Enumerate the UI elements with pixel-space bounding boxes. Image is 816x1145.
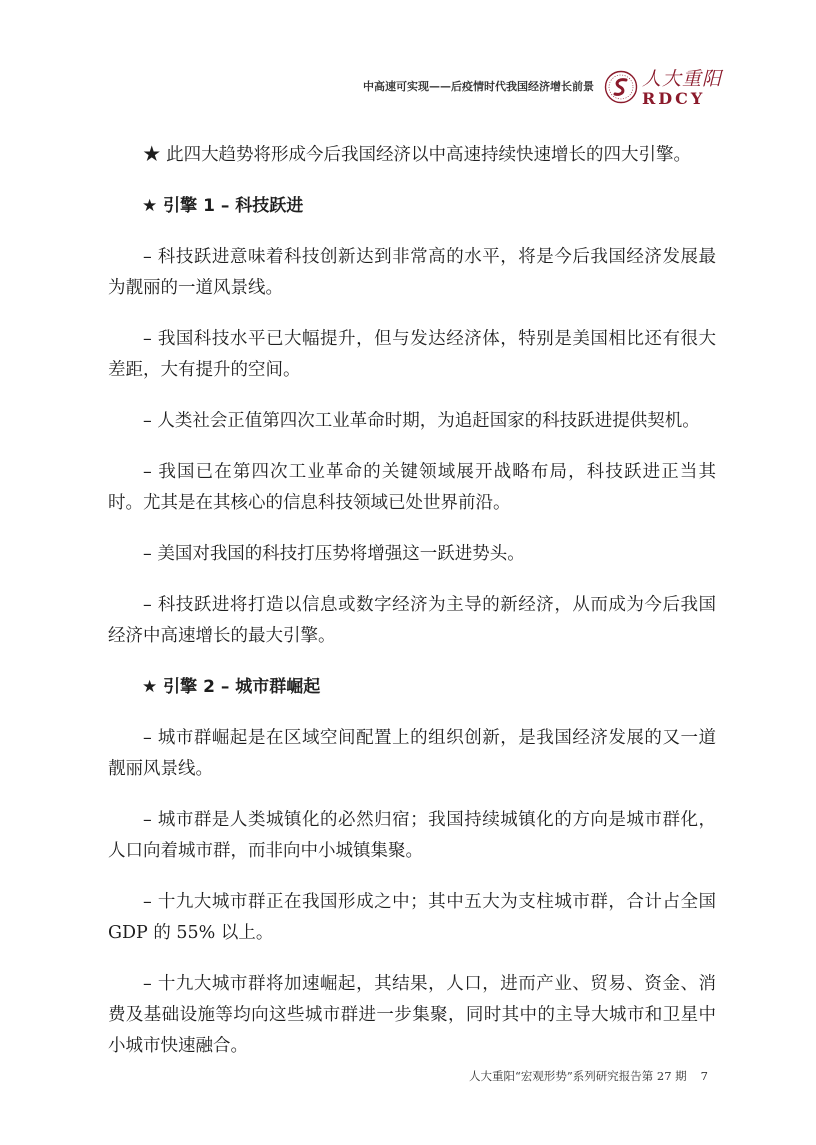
logo-english-text: RDCY	[642, 89, 706, 108]
body-paragraph: – 城市群是人类城镇化的必然归宿；我国持续城镇化的方向是城市群化，人口向着城市群，而非向中小城镇集聚。	[108, 810, 716, 861]
page-number: 7	[700, 1069, 708, 1083]
body-paragraph: – 我国已在第四次工业革命的关键领域展开战略布局，科技跃进正当其时。尤其是在其核心的信息科技领域已处世界前沿。	[108, 462, 716, 513]
body-paragraph: – 城市群崛起是在区域空间配置上的组织创新，是我国经济发展的又一道靓丽风景线。	[108, 728, 716, 779]
rdcy-emblem-icon	[604, 70, 638, 104]
section-heading: ★ 引擎 2 – 城市群崛起	[142, 677, 321, 697]
logo-chinese-text: 人大重阳	[642, 68, 723, 90]
body-paragraph: – 十九大城市群正在我国形成之中；其中五大为支柱城市群，合计占全国GDP 的 55% 以上。	[108, 892, 716, 943]
body-paragraph: – 美国对我国的科技打压势将增强这一跃进势头。	[143, 544, 525, 564]
body-paragraph: – 十九大城市群将加速崛起，其结果，人口，进而产业、贸易、资金、消费及基础设施等均向这些城市群进一步集聚，同时其中的主导大城市和卫星中小城市快速融合。	[108, 974, 716, 1056]
body-paragraph: – 人类社会正值第四次工业革命时期，为追赶国家的科技跃进提供契机。	[143, 411, 700, 431]
body-paragraph: – 我国科技水平已大幅提升，但与发达经济体，特别是美国相比还有很大差距，大有提升的空间。	[108, 329, 716, 380]
body-paragraph: ★ 此四大趋势将形成今后我国经济以中高速持续快速增长的四大引擎。	[143, 145, 692, 165]
body-paragraph: – 科技跃进将打造以信息或数字经济为主导的新经济，从而成为今后我国经济中高速增长的最大引擎。	[108, 595, 716, 646]
document-body	[108, 140, 716, 1082]
page-footer	[469, 1068, 708, 1084]
rdcy-logo	[604, 64, 723, 112]
running-header-title: 中高速可实现——后疫情时代我国经济增长前景	[363, 80, 594, 93]
footer-series-label: 人大重阳“宏观形势”系列研究报告第 27 期	[468, 1069, 687, 1083]
body-paragraph: – 科技跃进意味着科技创新达到非常高的水平，将是今后我国经济发展最为靓丽的一道风景线。	[108, 247, 716, 298]
section-heading: ★ 引擎 1 – 科技跃进	[142, 196, 304, 216]
